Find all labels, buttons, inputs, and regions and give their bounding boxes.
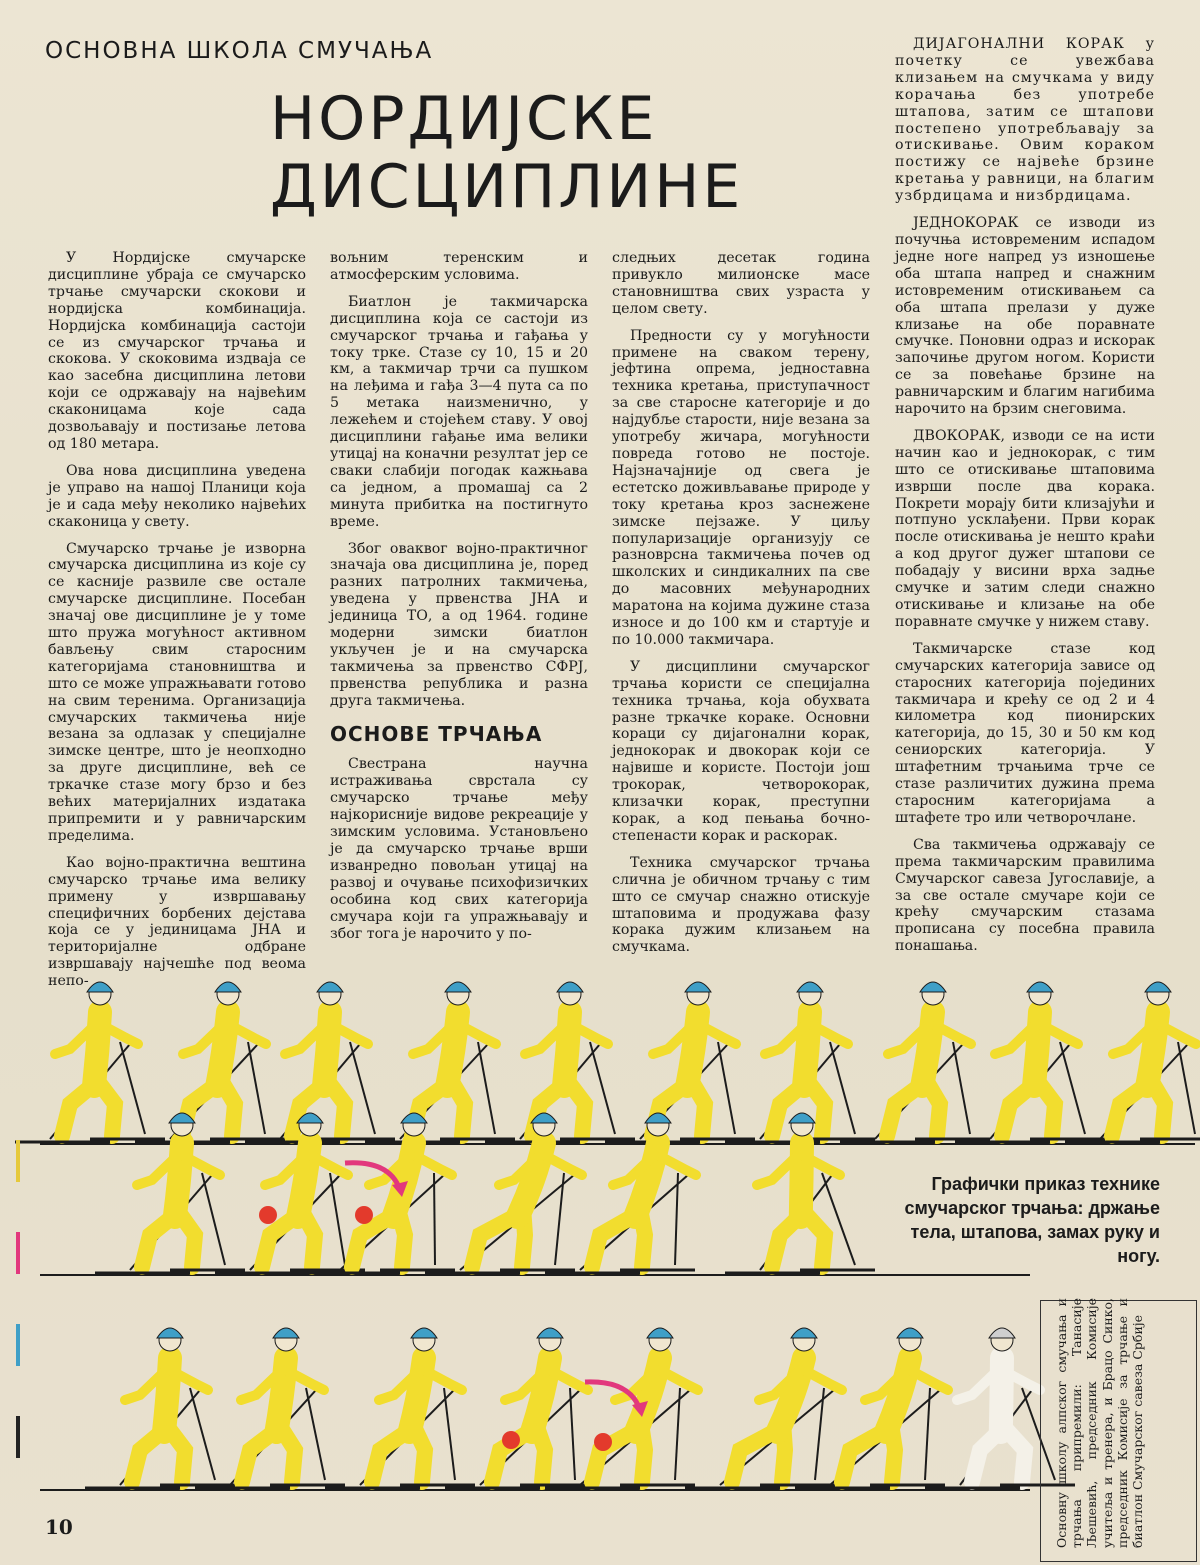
paragraph: Као војно-практична вештина смучарско трчање има велику примену у извршавању специфичних борбених дејстава која се у јединицама ЈНА и територијалне одбране извршавају најчешће под веома непо-	[48, 854, 306, 990]
skier-figure	[1065, 982, 1200, 1142]
skier-figure	[725, 1113, 875, 1273]
cap	[789, 1113, 815, 1123]
magenta-mark	[16, 1232, 20, 1274]
ski-pole	[1060, 1042, 1085, 1134]
paragraph: Смучарско трчање је изворна смучарска дисциплина из које су се касније развиле све остале смучарске дисциплине. Посебан значај ове дисциплине је у томе што пружа могућност активном бављењу свим старосним категоријама становништва и што се може упражњавати готово на свим теренима. Организација смучарских такмичења није везана за одлазак у специјалне зимске центре, што је неопходно за друге дисциплине, већ се тркачке стазе могу брзо и без већих материјалних издатака припремити и у равничарским пределима.	[48, 540, 306, 844]
black-mark	[16, 1416, 20, 1458]
paragraph: Предности су у могућности примене на сваком терену, јефтина опрема, једноставна техника кретања, приступачност за све старосне категорије и до најдубље старости, није везана за употребу жичара, могућности повреда готово не постоје. Најзначајније од свега је естетско доживљавање природе у току кретања кроз заснежене зимске пејзаже. У циљу популаризације организују се разноврсна такмичења почев од школских и синдикалних па све до масовних међународних маратона на којима дужине стаза износе и до 100 км и стартује и по 10.000 такмичара.	[612, 327, 870, 648]
ski-pole	[306, 1388, 325, 1480]
paragraph: Сва такмичења одржавају се према такмичарским правилима Смучарског савеза Југославије, а за све остале смучаре који се крећу смучарским стазама прописана су посебна правила понашања.	[895, 836, 1155, 955]
section-heading: ОСНОВЕ ТРЧАЊА	[330, 721, 543, 746]
hip-marker	[259, 1206, 277, 1224]
ski-pole	[120, 1042, 145, 1134]
hip-marker	[502, 1431, 520, 1449]
paragraph: следњих десетак година привукло милионске масе становништва свих узраста у целом свету.	[612, 250, 870, 317]
paragraph: У дисциплини смучарског трчања користи се специјална техника трчања, која обухвата разне тркачке кораке. Основни кораци су дијагонални корак, једнокорак и двокорак који се највише и користе. Постоји још трокорак, четворокорак, клизачки корак, преступни корак, а код пењања бочно-степенасти корак и раскорак.	[612, 658, 870, 844]
cap	[317, 982, 343, 992]
cap	[557, 982, 583, 992]
cap	[411, 1328, 437, 1338]
cap	[1027, 982, 1053, 992]
series-kicker: ОСНОВНА ШКОЛА СМУЧАЊА	[45, 38, 434, 64]
text-column-4	[895, 36, 1155, 965]
paragraph: Због оваквог војно-практичног значаја ова дисциплина је, поред разних патролних такмичења, уведена у првенства ЈНА и јединица ТО, а од 1964. године модерни зимски биатлон укључен је и на смучарска такмичења за првенство СФРЈ, првенства република и разна друга такмичења.	[330, 540, 588, 709]
yellow-mark	[16, 1140, 20, 1182]
ski-pole	[190, 1388, 215, 1480]
cap	[215, 982, 241, 992]
ski-pole	[202, 1173, 225, 1265]
paragraph: У Нордијске смучарске дисциплине убраја се смучарско трчање смучарски скокови и нордијска комбинација. Нордијска комбинација састоји се из смучарског трчања и скокова. У скоковима издваја се као засебна дисциплина летови који се одржавају на највећим скаконицама које сада дозвољавају и постизање летова од 180 метара.	[48, 250, 306, 452]
cap	[157, 1328, 183, 1338]
skier-figure	[305, 1113, 455, 1273]
ski-pole	[478, 1042, 495, 1134]
hip-marker	[594, 1433, 612, 1451]
article-title	[270, 85, 743, 221]
skier-figure	[545, 1328, 698, 1488]
ski-pole	[434, 1173, 435, 1265]
skier-figure	[605, 982, 755, 1142]
text-column-3	[612, 250, 870, 966]
cap	[685, 982, 711, 992]
paragraph: Техника смучарског трчања слична је обичном трчању с тим што се смучар снажно отискује штаповима и продужава фазу корака дужим клизањем на смучкама.	[612, 854, 870, 956]
skier-figure	[245, 982, 395, 1142]
cap	[537, 1328, 563, 1338]
ski-pole	[590, 1042, 615, 1134]
skier-figure	[545, 1113, 696, 1273]
cap	[273, 1328, 299, 1338]
hip-marker	[355, 1206, 373, 1224]
skier-figure	[425, 1113, 582, 1273]
text-column-2	[330, 250, 588, 952]
ski-pole	[718, 1042, 735, 1134]
paragraph: ДИЈАГОНАЛНИ КОРАК у почетку се увежбава клизањем на смучкама у виду корачања без употребе штапова, затим се штапови постепено употребљавају за отискивање. Овим кораком постижу се највеће брзине кретања у равници, на благим узбрдицама и низбрдицама.	[895, 36, 1155, 205]
paragraph: вољним теренским и атмосферским условима.	[330, 250, 588, 283]
cyan-mark	[16, 1324, 20, 1366]
ski-pole	[1178, 1042, 1195, 1134]
ski-pole	[350, 1042, 375, 1134]
ski-pole	[570, 1388, 575, 1480]
cap	[920, 982, 946, 992]
skier-figure	[685, 1328, 842, 1488]
credits-text: Основну школу алпског смучања и трчања припремили: Танасије Љешевић, председник Комисије учитеља и тренера, и Брацо Синко, председник Комисије за трчање и биатлон Смучарског савеза Србије	[1054, 1298, 1146, 1548]
cap	[1145, 982, 1171, 992]
paragraph: ЈЕДНОКОРАК се изводи из почучња истовременим испадом једне ноге напред уз изношење оба штапа напред и снажним истовременим отискивањем са оба штапа прелази у дуже клизање на обе поравнате смучке. Поновни одраз и искорак започиње другом ногом. Користи се за повећање брзине на равничарским и благим нагибима нарочито на брзим снеговима.	[895, 215, 1155, 418]
skier-figure	[195, 1328, 345, 1488]
paragraph: Ова нова дисциплина уведена је управо на нашој Планици која је и сада међу неколико највећих скаконица у свету.	[48, 462, 306, 530]
paragraph: Свестрана научна истраживања сврстала су смучарско трчање међу најкорисније видове рекреације у зимским условима. Установљено је да смучарско трчање врши изванредно повољан утицај на развој и очување психофизичких особина код свих категорија смучара који га упражњавају и због тога је нарочито у по-	[330, 756, 588, 942]
ski-pole	[330, 1173, 345, 1265]
cap	[989, 1328, 1015, 1338]
skier-figure	[135, 982, 285, 1142]
ski-pole	[444, 1388, 455, 1480]
skier-figure	[85, 1328, 235, 1488]
cap	[897, 1328, 923, 1338]
paragraph: Такмичарске стазе код смучарских категорија зависе од старосних категорија појединих такмичара и крећу се од 2 и 4 километра код пионирских категорија, до 15, 30 и 50 км код сениорских категорија. У штафетним трчањима трче се стазе различитих дужина према старосним категоријама а штафете тро или четворочлане.	[895, 640, 1155, 826]
title-line-2: ДИСЦИПЛИНЕ	[270, 152, 744, 222]
paragraph: Биатлон је такмичарска дисциплина која се састоји из смучарског трчања и гађања у току трке. Стазе су 10, 15 и 20 км, а такмичар трчи са пушком на леђима и гађа 3—4 пута са по 5 метака наизменично, у лежећем и стојећем ставу. У овој дисциплини гађање има велики утицај на коначни резултат јер се сваки слабији погодак кажњава са једном, а промашај са 2 минута прибитка на постигнуто време.	[330, 293, 588, 530]
title-line-1: НОРДИЈСКЕ	[270, 84, 658, 154]
skier-figure	[485, 982, 635, 1142]
skier-figure	[840, 982, 990, 1142]
skier-figure	[365, 982, 515, 1142]
cap	[791, 1328, 817, 1338]
page-number: 10	[45, 1515, 73, 1539]
cap	[445, 982, 471, 992]
cap	[645, 1113, 671, 1123]
paragraph: ДВОКОРАК, изводи се на исти начин као и једнокорак, с тим што се отискивање штаповима изврши после два корака. Покрети морају бити клизајући и потпуно усклађени. Први корак после отискивања је нешто краћи а код другог дужег штапови се побадају у висини врха задње смучке и затим следи снажно отискивање и клизање на обе поравнате смучке у нижем ставу.	[895, 427, 1155, 630]
cap	[647, 1328, 673, 1338]
skier-figure	[795, 1328, 948, 1488]
ski-pole	[830, 1042, 855, 1134]
ski-pole	[953, 1042, 970, 1134]
color-registration-marks	[16, 1140, 22, 1500]
skier-figure	[15, 982, 165, 1142]
skier-figure	[325, 1328, 475, 1488]
skier-figure	[445, 1328, 595, 1488]
cap	[797, 982, 823, 992]
figure-caption: Графички приказ технике смучарског трчања: држање тела, штапова, замах руку и ногу.	[904, 1174, 1160, 1266]
skier-figure	[955, 982, 1105, 1142]
ski-pole	[248, 1042, 265, 1134]
text-column-1	[48, 250, 306, 1000]
cap	[87, 982, 113, 992]
